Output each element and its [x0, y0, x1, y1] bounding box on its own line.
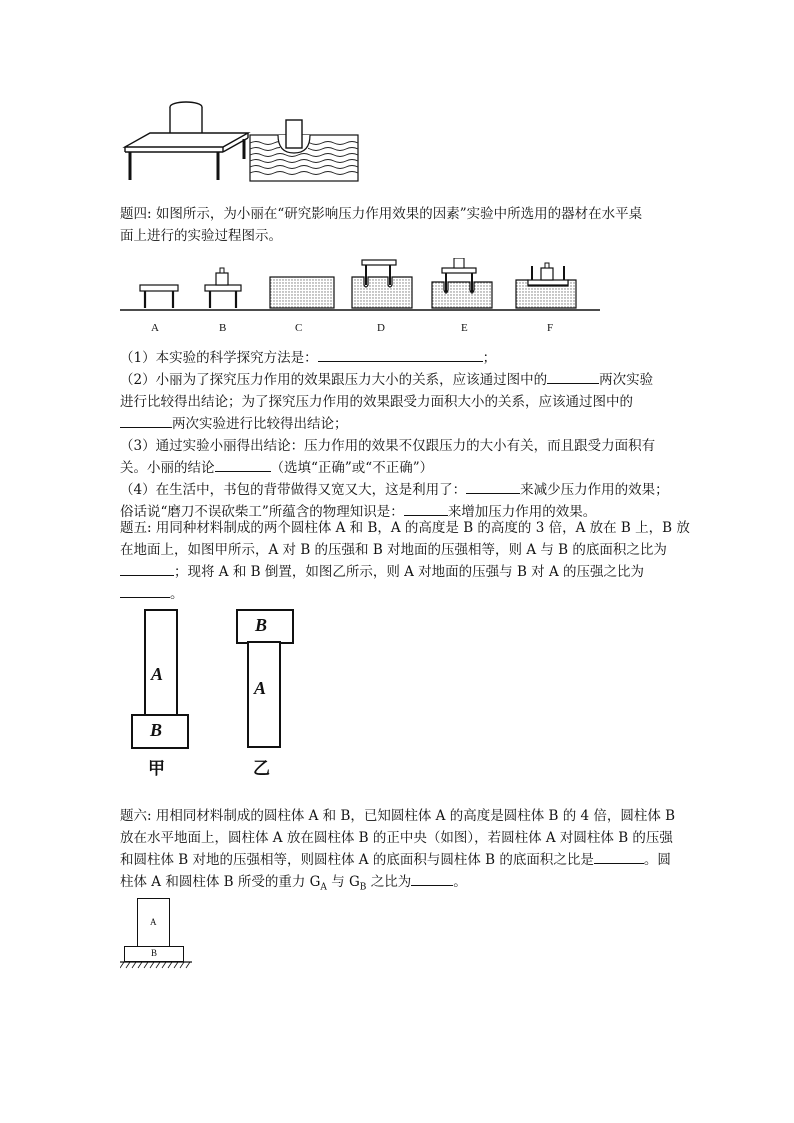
q6-line1: 题六: 用相同材料制成的圆柱体 A 和 B，已知圆柱体 A 的高度是圆柱体 B 的 4 倍，圆柱体 B: [120, 808, 676, 824]
q4-part4a-end: 来减少压力作用的效果；: [520, 482, 669, 498]
q5-line3-end: ；现将 A 和 B 倒置，如图乙所示，则 A 对地面的压强与 B 对 A 的压强之比为: [174, 564, 645, 580]
q4-part2a-text: （2）小丽为了探究压力作用的效果跟压力大小的关系，应该通过图中的: [120, 372, 548, 388]
q4-part2a-end: 两次实验: [599, 372, 654, 388]
q4-experiment-figure: [120, 258, 600, 338]
q4-part3-line2: [120, 457, 680, 479]
q4-fig-label-c: C: [295, 322, 303, 334]
q6-sub-a: A: [320, 882, 327, 893]
q6-fig-label-b: B: [151, 948, 158, 958]
q4-fig-label-b: B: [219, 322, 227, 334]
q4-part3b-end: （选填“正确”或“不正确”）: [270, 460, 434, 476]
q5-line3: [120, 561, 680, 583]
q4-title-line1: 题四: 如图所示，为小丽在“研究影响压力作用效果的因素”实验中所选用的器材在水平桌: [120, 206, 643, 222]
q5-line4: [120, 583, 680, 605]
q6-line4-mid: 与 G: [326, 874, 360, 890]
q4-part2-line3: [120, 413, 680, 435]
q4-fig-label-e: E: [461, 322, 468, 334]
q4-part4a-text: （4）在生活中，书包的背带做得又宽又大，这是利用了：: [120, 482, 467, 498]
q5-fig-jia-label-a: A: [151, 664, 164, 684]
top-figure: [120, 95, 390, 185]
q6-line3: [120, 849, 680, 871]
q6-line2: 放在水平地面上，圆柱体 A 放在圆柱体 B 的正中央（如图），若圆柱体 A 对圆柱体 B 的压强: [120, 830, 673, 846]
q5-fig-yi-label-b: B: [255, 615, 268, 635]
q4-part1: [120, 347, 680, 369]
q6-ground-hatch: [120, 961, 192, 969]
q6-line3-text: 和圆柱体 B 对地的压强相等，则圆柱体 A 的底面积与圆柱体 B 的底面积之比是: [120, 852, 594, 868]
q6-line3-end: 。圆: [643, 852, 671, 868]
q4-part3-line1: （3）通过实验小丽得出结论：压力作用的效果不仅跟压力的大小有关，而且跟受力面积有: [120, 438, 656, 454]
q4-part2-line2: 进行比较得出结论；为了探究压力作用的效果跟受力面积大小的关系，应该通过图中的: [120, 394, 633, 410]
q4-fig-label-a: A: [151, 322, 159, 334]
q4-part2c-end: 两次实验进行比较得出结论；: [172, 416, 348, 432]
q5-line2: 在地面上，如图甲所示，A 对 B 的压强和 B 对地面的压强相等，则 A 与 B 的底面积之比为: [120, 542, 667, 558]
q5-fig-yi-label-a: A: [254, 678, 267, 698]
q5-blank-1[interactable]: [120, 561, 174, 576]
q5-fig-jia-cylinder-a: [144, 609, 178, 717]
q4-blank-1[interactable]: [318, 347, 483, 362]
q5-line1: 题五: 用同种材料制成的两个圆柱体 A 和 B，A 的高度是 B 的高度的 3 倍，A 放在 B 上，B 放: [120, 520, 690, 536]
q5-caption-yi: 乙: [253, 759, 270, 779]
q5-blank-2[interactable]: [120, 583, 170, 598]
q4-part4-line1: [120, 479, 680, 501]
q6-sub-b: B: [359, 882, 367, 893]
q6-fig-label-a: A: [150, 917, 157, 927]
q5-fig-jia-label-b: B: [150, 720, 163, 740]
q4-blank-4[interactable]: [215, 457, 271, 472]
q6-line4: [120, 871, 680, 899]
q4-part4b-text: 俗话说“磨刀不误砍柴工”所蕴含的物理知识是：: [120, 504, 404, 520]
q4-blank-2[interactable]: [547, 369, 599, 384]
q6-line4-end: 。: [453, 874, 467, 890]
q4-part3b-text: 关。小丽的结论: [120, 460, 215, 476]
q4-blank-6[interactable]: [404, 501, 448, 516]
q4-fig-label-f: F: [547, 322, 554, 334]
q4-part1-text: （1）本实验的科学探究方法是：: [120, 350, 318, 366]
q6-blank-2[interactable]: [411, 871, 453, 886]
q6-blank-1[interactable]: [594, 849, 644, 864]
q4-fig-label-d: D: [377, 322, 385, 334]
q4-blank-3[interactable]: [120, 413, 172, 428]
q4-title-line2: 面上进行的实验过程图示。: [120, 228, 282, 244]
q4-part2-line1: [120, 369, 680, 391]
q4-blank-5[interactable]: [466, 479, 520, 494]
q4-part1-end: ；: [482, 350, 497, 366]
q5-caption-jia: 甲: [148, 759, 165, 779]
q5-line4-end: 。: [170, 586, 184, 602]
q6-line4-mid2: 之比为: [366, 874, 412, 890]
q4-part4b-end: 来增加压力作用的效果。: [447, 504, 597, 520]
q6-line4-text: 柱体 A 和圆柱体 B 所受的重力 G: [120, 874, 321, 890]
